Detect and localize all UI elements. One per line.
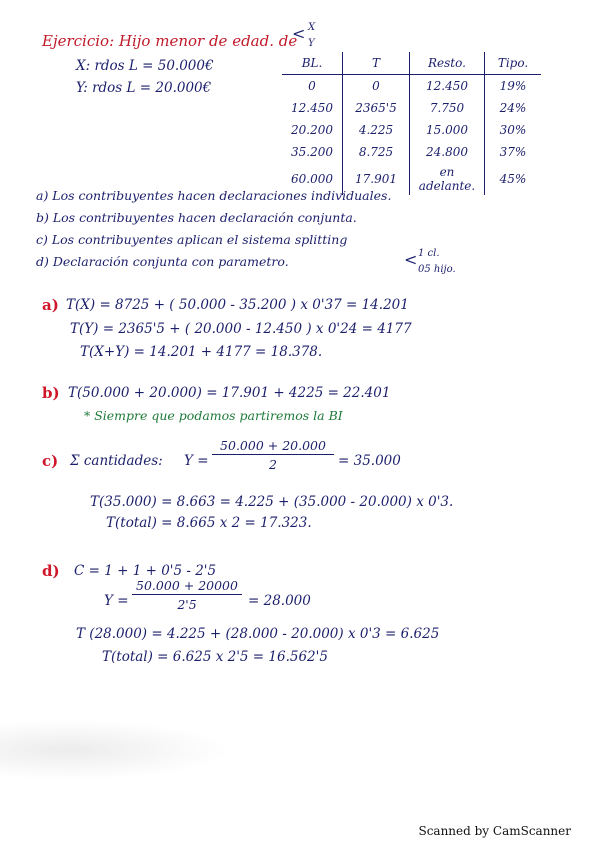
answer-c-result: = 35.000 <box>338 453 401 469</box>
answer-a-line-1: T(X) = 8725 + ( 50.000 - 35.200 ) x 0'37 = 14.201 <box>66 297 409 313</box>
question-b: b) Los contribuyentes hacen declaración conjunta. <box>36 210 357 225</box>
answer-b-note: * Siempre que podamos partiremos la BI <box>84 408 343 423</box>
title-brace-bottom: Y <box>308 38 315 49</box>
table-cell: 17.901 <box>343 163 410 195</box>
x-income-line: X: rdos L = 50.000€ <box>76 58 214 74</box>
table-row <box>282 141 541 163</box>
title-brace: < <box>292 24 306 43</box>
table-cell: 0 <box>343 75 410 98</box>
table-header-cell: Resto. <box>410 52 485 75</box>
table-cell: 24.800 <box>410 141 485 163</box>
table-header-cell: BL. <box>282 52 343 75</box>
exercise-title: Ejercicio: Hijo menor de edad. de <box>42 32 298 50</box>
table-header-row <box>282 52 541 75</box>
tax-bracket-table <box>282 52 541 195</box>
scan-smudge <box>0 720 230 780</box>
answer-d-y-eq: Y = <box>104 593 129 609</box>
answer-c-fraction <box>212 438 334 472</box>
answer-c-line-2: T(total) = 8.665 x 2 = 17.323. <box>106 515 312 531</box>
table-cell: 45% <box>499 172 527 186</box>
table-cell: 30% <box>499 123 527 137</box>
answer-c-label: c) <box>42 452 59 470</box>
table-cell: 19% <box>499 79 527 93</box>
question-c: c) Los contribuyentes aplican el sistema splitting <box>36 232 348 247</box>
scanner-watermark: Scanned by CamScanner <box>418 824 571 838</box>
answer-c-denominator: 2 <box>269 457 277 472</box>
table-cell: en adelante. <box>410 163 485 195</box>
table-cell: 20.200 <box>282 119 343 141</box>
table-cell: 4.225 <box>343 119 410 141</box>
table-cell: 15.000 <box>410 119 485 141</box>
table-cell: 7.750 <box>410 97 485 119</box>
table-cell: 35.200 <box>282 141 343 163</box>
table-cell: 37% <box>499 145 527 159</box>
answer-d-label: d) <box>42 562 60 580</box>
answer-b-line-1: T(50.000 + 20.000) = 17.901 + 4225 = 22.401 <box>68 385 391 401</box>
table-row <box>282 119 541 141</box>
table-cell: 12.450 <box>282 97 343 119</box>
table-cell: 24% <box>499 101 527 115</box>
answer-a-label: a) <box>42 296 59 314</box>
table-row <box>282 97 541 119</box>
question-d: d) Declaración conjunta con parametro. <box>36 254 289 269</box>
question-a: a) Los contribuyentes hacen declaraciones individuales. <box>36 188 392 203</box>
answer-d-line-2: T(total) = 6.625 x 2'5 = 16.562'5 <box>102 649 328 665</box>
table-row <box>282 75 541 98</box>
question-d-brace: < <box>404 250 418 269</box>
y-income-line: Y: rdos L = 20.000€ <box>76 80 212 96</box>
table-header-cell: T <box>343 52 410 75</box>
table-cell: 0 <box>282 75 343 98</box>
answer-c-line-1: T(35.000) = 8.663 = 4.225 + (35.000 - 20.000) x 0'3. <box>90 494 454 510</box>
answer-d-numerator: 50.000 + 20000 <box>136 578 238 593</box>
answer-d-result: = 28.000 <box>248 593 311 609</box>
title-brace-top: X <box>308 22 316 33</box>
table-header-cell: Tipo. <box>485 52 542 75</box>
answer-d-fraction <box>132 578 242 612</box>
table-cell: 8.725 <box>343 141 410 163</box>
answer-c-numerator: 50.000 + 20.000 <box>220 438 326 453</box>
answer-c-sum: Σ cantidades: <box>70 453 163 469</box>
question-d-brace-top: 1 cl. <box>418 248 440 259</box>
question-d-brace-bottom: 05 hijo. <box>418 264 456 275</box>
answer-a-line-2: T(Y) = 2365'5 + ( 20.000 - 12.450 ) x 0'24 = 4177 <box>70 321 412 337</box>
answer-d-denominator: 2'5 <box>177 597 197 612</box>
answer-d-c-eq: C = 1 + 1 + 0'5 - 2'5 <box>74 563 217 579</box>
table-cell: 60.000 <box>282 163 343 195</box>
answer-c-y-eq: Y = <box>184 453 209 469</box>
answer-d-line-1: T (28.000) = 4.225 + (28.000 - 20.000) x 0'3 = 6.625 <box>76 626 440 642</box>
answer-a-line-3: T(X+Y) = 14.201 + 4177 = 18.378. <box>80 344 323 360</box>
table-cell: 2365'5 <box>343 97 410 119</box>
answer-b-label: b) <box>42 384 60 402</box>
table-cell: 12.450 <box>410 75 485 98</box>
